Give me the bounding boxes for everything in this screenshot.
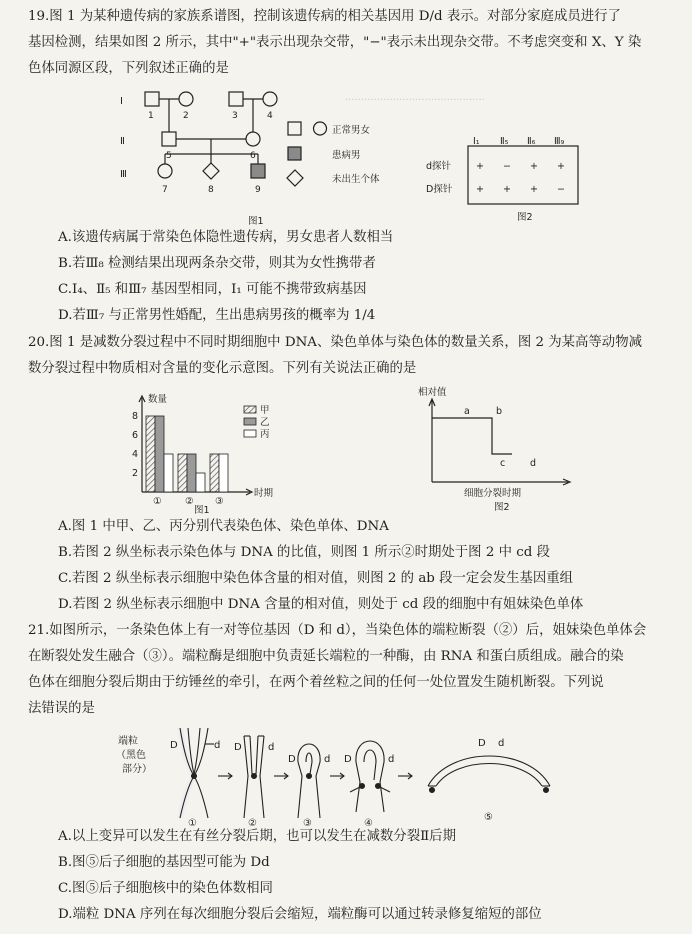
legend-unborn-label: 未出生个体 xyxy=(332,174,380,185)
d-probe-II6: + xyxy=(530,161,538,172)
q20-stem xyxy=(28,330,674,382)
q20-fig2-ylabel: 相对值 xyxy=(418,387,447,398)
d-probe-label: d探针 xyxy=(426,161,452,172)
q21-option-a: A.以上变异可以发生在有丝分裂后期，也可以发生在减数分裂Ⅱ后期 xyxy=(58,829,456,844)
point-d-label: d xyxy=(530,458,537,469)
gen-I-label: Ⅰ xyxy=(120,96,123,107)
stage3-D-label: D xyxy=(288,754,296,765)
q21-chromosome-figure xyxy=(110,722,570,826)
q20-line-chart-figure xyxy=(412,384,582,514)
col-II6-label: Ⅱ₆ xyxy=(527,136,536,147)
telomere-label: 端粒 xyxy=(118,736,138,747)
q21-option-b: B.图⑤后子细胞的基因型可能为 Dd xyxy=(58,855,270,870)
q19-pedigree-figure xyxy=(110,82,410,232)
stage-2-marker: ② xyxy=(248,818,257,826)
q21-option-c: C.图⑤后子细胞核中的染色体数相同 xyxy=(58,881,273,896)
q20-option-c: C.若图 2 纵坐标表示细胞中染色体含量的相对值，则图 2 的 ab 段一定会发生基因重组 xyxy=(58,571,574,586)
period-3-label: ③ xyxy=(215,496,224,507)
q20-line2: 数分裂过程中物质相对含量的变化示意图。下列有关说法正确的是 xyxy=(28,361,417,376)
d-probe-III9: + xyxy=(557,161,565,172)
q20-fig1-xlabel: 时期 xyxy=(254,488,274,499)
ind-2-number: 2 xyxy=(183,111,189,121)
q20-fig1-ylabel: 数量 xyxy=(148,394,168,405)
ind-6-number: 6 xyxy=(250,151,256,161)
ind-3-number: 3 xyxy=(232,111,238,121)
q19-probe-table-figure xyxy=(424,134,584,224)
D-probe-II6: + xyxy=(530,184,538,195)
q21-line2: 在断裂处发生融合（③）。端粒酶是细胞中负责延长端粒的一种酶，由 RNA 和蛋白质组成。融合的染 xyxy=(28,649,624,664)
q19-line1: 19.图 1 为某种遗传病的家族系谱图，控制该遗传病的相关基因用 D/d 表示。对部分家庭成员进行了 xyxy=(28,9,621,24)
D-probe-II5: + xyxy=(503,184,511,195)
ytick-6: 6 xyxy=(132,430,139,441)
d-probe-II5: − xyxy=(503,161,511,172)
q19-option-d: D.若Ⅲ₇ 与正常男性婚配，生出患病男孩的概率为 1/4 xyxy=(58,308,376,323)
q21-stem xyxy=(28,618,674,722)
stage3-d-label: d xyxy=(324,754,331,765)
q20-fig2-xlabel: 细胞分裂时期 xyxy=(464,488,522,499)
q21-line3: 色体在细胞分裂后期由于纺锤丝的牵引，在两个着丝粒之间的任何一处位置发生随机断裂。下列说 xyxy=(28,675,604,690)
col-II5-label: Ⅱ₅ xyxy=(500,136,509,147)
q19-line3: 色体同源区段，下列叙述正确的是 xyxy=(28,61,229,76)
ind-4-number: 4 xyxy=(267,111,273,121)
stage2-d-label: d xyxy=(268,742,275,753)
point-b-label: b xyxy=(496,406,503,417)
ytick-8: 8 xyxy=(132,411,139,422)
col-I1-label: Ⅰ₁ xyxy=(473,136,480,147)
q20-fig2-caption: 图2 xyxy=(494,502,510,513)
legend-bing: 丙 xyxy=(260,429,270,440)
q20-option-b: B.若图 2 纵坐标表示染色体与 DNA 的比值，则图 1 所示②时期处于图 2 中 cd 段 xyxy=(58,545,550,560)
q19-option-b: B.若Ⅲ₈ 检测结果出现两条杂交带，则其为女性携带者 xyxy=(58,256,376,271)
q19-stem xyxy=(28,4,674,82)
ytick-4: 4 xyxy=(132,449,139,460)
stage-4-marker: ④ xyxy=(364,818,373,826)
q19-option-a: A.该遗传病属于常染色体隐性遗传病，男女患者人数相当 xyxy=(58,230,394,245)
q21-line1: 21.如图所示，一条染色体上有一对等位基因（D 和 d），当染色体的端粒断裂（②）后，姐妹染色单体会 xyxy=(28,623,647,638)
point-c-label: c xyxy=(500,458,506,469)
D-probe-label: D探针 xyxy=(426,184,453,195)
q20-option-a: A.图 1 中甲、乙、丙分别代表染色体、染色单体、DNA xyxy=(58,519,389,534)
point-a-label: a xyxy=(464,406,470,417)
D-probe-I1: + xyxy=(476,184,484,195)
q20-option-d: D.若图 2 纵坐标表示细胞中 DNA 含量的相对值，则处于 cd 段的细胞中有姐妹染色单体 xyxy=(58,597,584,612)
bleed-through-text: ............................................ xyxy=(345,92,485,103)
stage-5-marker: ⑤ xyxy=(484,812,493,823)
stage5-d-label: d xyxy=(498,738,505,749)
stage1-d-label: d xyxy=(214,740,221,751)
q21-option-d: D.端粒 DNA 序列在每次细胞分裂后会缩短，端粒酶可以通过转录修复缩短的部位 xyxy=(58,907,542,922)
q21-line4: 法错误的是 xyxy=(28,701,95,716)
col-III9-label: Ⅲ₉ xyxy=(554,136,565,147)
stage-1-marker: ① xyxy=(188,818,197,826)
legend-yi: 乙 xyxy=(260,417,270,428)
stage-3-marker: ③ xyxy=(303,818,312,826)
legend-affected-label: 患病男 xyxy=(332,150,361,161)
d-probe-I1: + xyxy=(476,161,484,172)
q19-line2: 基因检测，结果如图 2 所示，其中"+"表示出现杂交带，"−"表示未出现杂交带。不考虑突变和 X、Y 染 xyxy=(28,35,642,50)
q19-option-c: C.Ⅰ₄、Ⅱ₅ 和Ⅲ₇ 基因型相同，Ⅰ₁ 可能不携带致病基因 xyxy=(58,282,367,297)
stage4-d-label: d xyxy=(388,754,395,765)
stage2-D-label: D xyxy=(234,742,242,753)
ind-5-number: 5 xyxy=(166,151,172,161)
period-1-label: ① xyxy=(153,496,162,507)
period-2-label: ② xyxy=(185,496,194,507)
stage5-D-label: D xyxy=(478,738,486,749)
ind-1-number: 1 xyxy=(148,111,154,121)
part-label: 部分） xyxy=(122,764,152,775)
q20-line1: 20.图 1 是减数分裂过程中不同时期细胞中 DNA、染色单体与染色体的数量关系，图 2 为某高等动物减 xyxy=(28,335,642,350)
ind-8-number: 8 xyxy=(208,185,214,195)
q19-fig2-caption: 图2 xyxy=(517,212,533,223)
ytick-2: 2 xyxy=(132,468,139,479)
legend-jia: 甲 xyxy=(260,405,270,416)
black-label: （黑色 xyxy=(116,750,146,761)
legend-normal-label: 正常男女 xyxy=(332,125,371,136)
stage1-D-label: D xyxy=(170,740,178,751)
gen-III-label: Ⅲ xyxy=(120,169,127,180)
stage4-D-label: D xyxy=(344,754,352,765)
D-probe-III9: − xyxy=(557,184,565,195)
ind-7-number: 7 xyxy=(162,185,168,195)
q20-fig1-caption: 图1 xyxy=(194,505,210,514)
gen-II-label: Ⅱ xyxy=(120,136,125,147)
q20-bar-chart-figure xyxy=(122,392,322,514)
q19-fig1-caption: 图1 xyxy=(248,216,264,227)
ind-9-number: 9 xyxy=(255,185,261,195)
